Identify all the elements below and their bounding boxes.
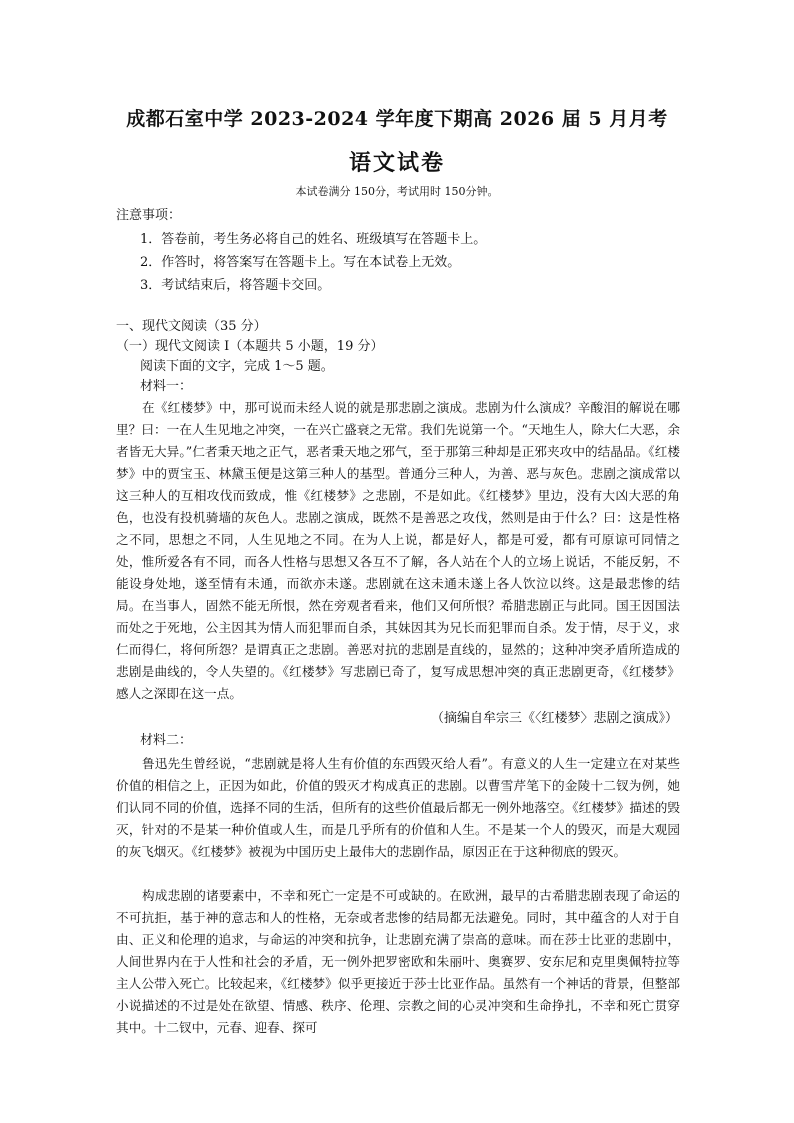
exam-note: 本试卷满分 150分，考试用时 150分钟。 [295, 185, 499, 198]
page-title: 成都石室中学 2023-2024 学年度下期高 2026 届 5 月月考 [126, 108, 668, 130]
material-one-source: （摘编自牟宗三《〈红楼梦〉悲剧之演成》） [430, 711, 678, 726]
notice-item: 3．考试结束后，将答题卡交回。 [140, 278, 331, 293]
notice-item: 1．答卷前，考生务必将自己的姓名、班级填写在答题卡上。 [140, 232, 487, 247]
material-two-paragraph: 鲁迅先生曾经说，“悲剧就是将人生有价值的东西毁灭给人看”。有意义的人生一定建立在对某些价值的相信之上，正因为如此，价值的毁灭才构成真正的悲剧。以曹雪芹笔下的金陵十二钗为例，她们认同不同的价值，选择不同的生活，但所有的这些价值最后都无一例外地落空。《红楼梦》描述的毁灭，针对的不是某一种价值或人生，而是几乎所有的价值和人生。不是某一个人的毁灭，而是大观园的灰飞烟灭。《红楼梦》被视为中国历史上最伟大的悲剧作品，原因正在于这种彻底的毁灭。 [116, 756, 680, 859]
section-heading: 一、现代文阅读（35 分） [116, 319, 267, 334]
page-subtitle: 语文试卷 [348, 150, 445, 176]
material-label: 材料一： [140, 379, 193, 394]
material-label: 材料二： [140, 733, 193, 748]
material-one-text: 在《红楼梦》中，那可说而未经人说的就是那悲剧之演成。悲剧为什么演成？辛酸泪的解说在哪里？曰：一在人生见地之冲突，一在兴亡盛衰之无常。我们先说第一个。“天地生人，除大仁大恶，余者皆无大异。”仁者秉天地之正气，恶者秉天地之邪气，至于那第三种却是正邪夹攻中的结晶品。《红楼梦》中的贾宝玉、林黛玉便是这第三种人的基型。普通分三种人，为善、恶与灰色。悲剧之演成常以这三种人的互相攻伐而致成，惟《红楼梦》之悲剧，不是如此。《红楼梦》里边，没有大凶大恶的角色，也没有投机骑墙的灰色人。悲剧之演成，既然不是善恶之攻伐，然则是由于什么？曰：这是性格之不同，思想之不同，人生见地之不同。在为人上说，都是好人，都是可爱，都有可原谅可同情之处，惟所爱各有不同，而各人性格与思想又各互不了解，各人站在个人的立场上说话，不能反躬，不能设身处地，遂至情有未通，而欲亦未遂。悲剧就在这未通未遂上各人饮泣以终。这是最悲惨的结局。在当事人，固然不能无所恨，然在旁观者看来，他们又何所恨？希腊悲剧正与此同。国王因国法而处之于死地，公主因其为情人而犯罪而自杀，其妹因其为兄长而犯罪而自杀。发于情，尽于义，求仁而得仁，将何所怨？是谓真正之悲剧。善恶对抗的悲剧是直线的，显然的；这种冲突矛盾所造成的悲剧是曲线的，令人失望的。《红楼梦》写悲剧已奇了，复写成思想冲突的真正悲剧更奇，《红楼梦》感人之深即在这一点。 [116, 400, 680, 701]
notice-item: 2．作答时，将答案写在答题卡上。写在本试卷上无效。 [140, 255, 461, 270]
notice-heading: 注意事项： [116, 208, 182, 223]
material-two-paragraph: 构成悲剧的诸要素中，不幸和死亡一定是不可或缺的。在欧洲，最早的古希腊悲剧表现了命运的不可抗拒，基于神的意志和人的性格，无奈或者悲惨的结局都无法避免。同时，其中蕴含的人对于自由、正义和伦理的追求，与命运的冲突和抗争，让悲剧充满了崇高的意味。而在莎士比亚的悲剧中，人间世界内在于人性和社会的矛盾，无一例外把罗密欧和朱丽叶、奥赛罗、安东尼和克里奥佩特拉等主人公带入死亡。比较起来，《红楼梦》似乎更接近于莎士比亚作品。虽然有一个神话的背景，但整部小说描述的不过是处在欲望、情感、秩序、伦理、宗教之间的心灵冲突和生命挣扎，不幸和死亡贯穿其中。十二钗中，元春、迎春、探可 [116, 888, 680, 1035]
reading-instruction: 阅读下面的文字，完成 1～5 题。 [140, 359, 334, 374]
sub-section-heading: （一）现代文阅读 I（本题共 5 小题，19 分） [116, 339, 384, 354]
